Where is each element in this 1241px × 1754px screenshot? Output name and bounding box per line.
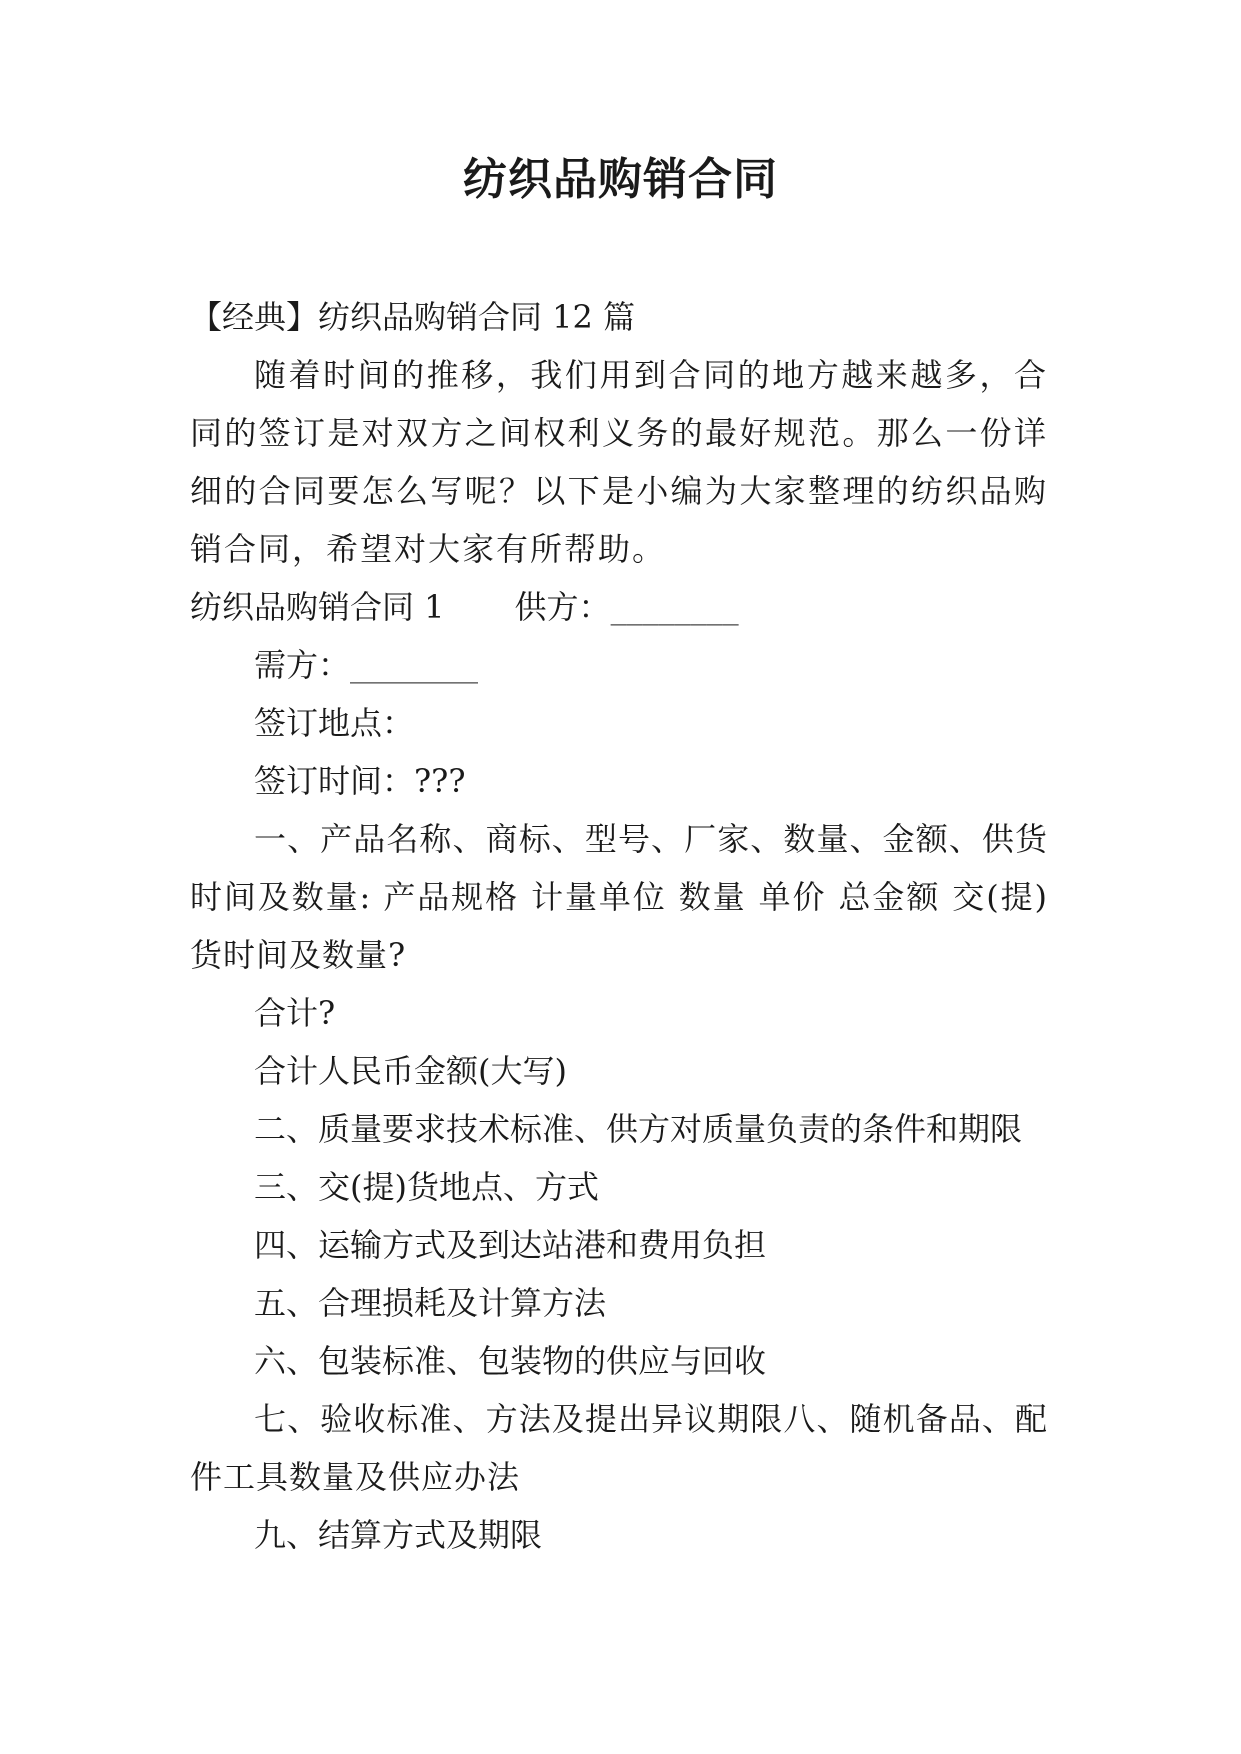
sign-place: 签订地点：: [254, 704, 415, 742]
buyer-label: 需方：: [254, 646, 351, 684]
document-title: 纺织品购销合同: [463, 154, 778, 205]
sign-time: 签订时间：???: [254, 762, 466, 800]
intro-paragraph: 随着时间的推移，我们用到合同的地方越来越多，合同的签订是对双方之间权利义务的最好规范。那么一份详细的合同要怎么写呢？以下是小编为大家整理的纺织品购销合同，希望对大家有所帮助。: [190, 356, 1048, 568]
document-subtitle: 【经典】纺织品购销合同 12 篇: [190, 298, 636, 336]
section-heading-line: [190, 578, 1048, 636]
buyer-blank: ________: [350, 646, 479, 684]
section-heading: 纺织品购销合同 1: [190, 588, 445, 626]
clause-7: 七、验收标准、方法及提出异议期限八、随机备品、配件工具数量及供应办法: [190, 1400, 1048, 1496]
total: 合计?: [254, 994, 336, 1032]
clause-5: 五、合理损耗及计算方法: [254, 1284, 607, 1322]
clause-3: 三、交(提)货地点、方式: [254, 1168, 599, 1206]
document-body: [190, 288, 1048, 1564]
clause-6: 六、包装标准、包装物的供应与回收: [254, 1342, 767, 1380]
total-rmb: 合计人民币金额(大写): [254, 1052, 567, 1090]
clause-2: 二、质量要求技术标准、供方对质量负责的条件和期限: [254, 1110, 1023, 1148]
clause-4: 四、运输方式及到达站港和费用负担: [254, 1226, 767, 1264]
supplier-label: 供方：: [514, 588, 611, 626]
clause-1: 一、产品名称、商标、型号、厂家、数量、金额、供货时间及数量: 产品规格 计量单位 数量 单价 总金额 交(提)货时间及数量?: [190, 820, 1048, 974]
clause-9: 九、结算方式及期限: [254, 1516, 543, 1554]
supplier-blank: ________: [610, 588, 739, 626]
buyer-line: [190, 636, 1048, 694]
